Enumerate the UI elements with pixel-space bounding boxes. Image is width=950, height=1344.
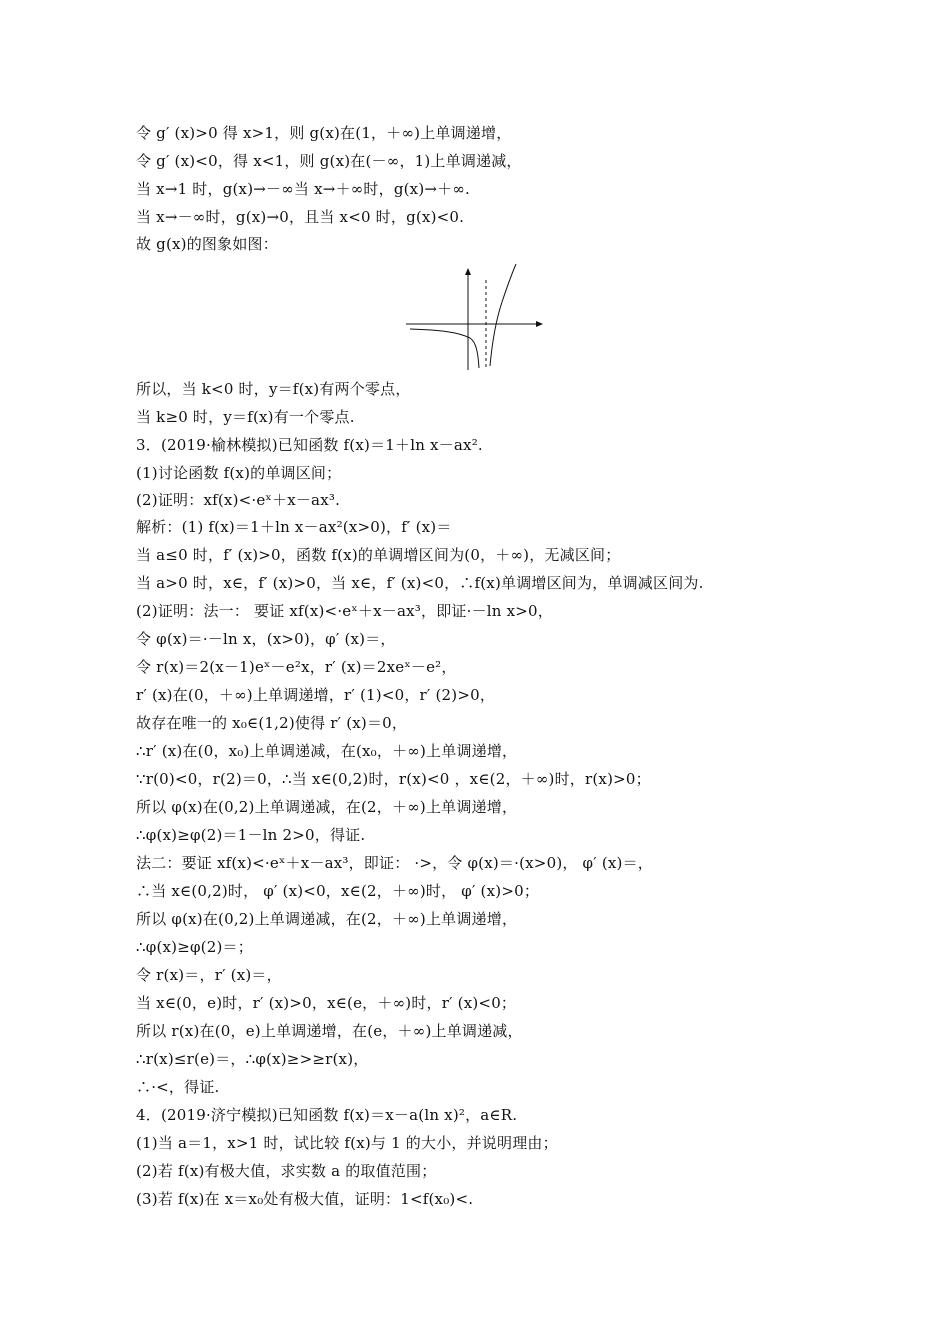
text-line: 当 x∈(0，e)时，r′ (x)>0，x∈(e，＋∞)时，r′ (x)<0； (136, 994, 517, 1012)
text-line: 解析：(1) f(x)＝1＋ln x－ax²(x>0)，f′ (x)＝ (136, 518, 452, 536)
y-axis-arrow (465, 268, 471, 275)
text-line: (1)讨论函数 f(x)的单调区间； (136, 464, 342, 482)
text-line: 法二：要证 xf(x)<·eˣ＋x－ax³，即证： ·>，令 φ(x)＝·(x>0)， φ′ (x)＝， (136, 854, 653, 872)
function-graph-figure (400, 262, 550, 374)
text-line: 当 a>0 时，x∈，f′ (x)>0，当 x∈，f′ (x)<0，∴f(x)单调增区间为，单调减区间为. (136, 574, 704, 592)
text-line: (1)当 a＝1，x>1 时，试比较 f(x)与 1 的大小，并说明理由； (136, 1134, 558, 1152)
text-line: ∴当 x∈(0,2)时， φ′ (x)<0，x∈(2，＋∞)时， φ′ (x)>0； (136, 882, 540, 900)
text-line: 令 r(x)＝，r′ (x)＝， (136, 966, 282, 984)
text-line: 所以 φ(x)在(0,2)上单调递减，在(2，＋∞)上单调递增， (136, 910, 518, 928)
text-line: ∴φ(x)≥φ(2)＝1－ln 2>0，得证. (136, 826, 366, 844)
text-line: 当 k≥0 时，y＝f(x)有一个零点. (136, 408, 355, 426)
text-line: 令 g′ (x)<0，得 x<1，则 g(x)在(－∞，1)上单调递减， (136, 152, 522, 170)
text-line: ∵r(0)<0，r(2)＝0，∴当 x∈(0,2)时，r(x)<0 ，x∈(2，＋∞)时，r(x)>0； (136, 770, 651, 788)
text-line: ∴φ(x)≥φ(2)＝； (136, 938, 253, 956)
text-line: 所以，当 k<0 时，y＝f(x)有两个零点， (136, 380, 411, 398)
text-line: ∴r′ (x)在(0，x₀)上单调递减，在(x₀，＋∞)上单调递增， (136, 742, 518, 760)
text-line: r′ (x)在(0，＋∞)上单调递增，r′ (1)<0，r′ (2)>0， (136, 686, 496, 704)
text-line: 所以 φ(x)在(0,2)上单调递减，在(2，＋∞)上单调递增， (136, 798, 518, 816)
text-line: 当 x→－∞时，g(x)→0，且当 x<0 时，g(x)<0. (136, 208, 465, 226)
text-line: (3)若 f(x)在 x＝x₀处有极大值，证明：1<f(x₀)<. (136, 1190, 474, 1208)
text-line: (2)证明：法一： 要证 xf(x)<·eˣ＋x－ax³，即证·－ln x>0， (136, 602, 553, 620)
text-line: 令 g′ (x)>0 得 x>1，则 g(x)在(1，＋∞)上单调递增， (136, 124, 512, 142)
text-line: (2)若 f(x)有极大值，求实数 a 的取值范围； (136, 1162, 437, 1180)
text-line: (2)证明：xf(x)<·eˣ＋x－ax³. (136, 491, 341, 509)
text-line: 当 x→1 时，g(x)→－∞当 x→＋∞时，g(x)→＋∞. (136, 180, 471, 198)
text-line: 故 g(x)的图象如图： (136, 235, 278, 253)
text-line: 令 φ(x)＝·－ln x，(x>0)，φ′ (x)＝， (136, 630, 396, 648)
text-line: 令 r(x)＝2(x－1)eˣ－e²x，r′ (x)＝2xeˣ－e²， (136, 658, 457, 676)
x-axis-arrow (536, 321, 543, 327)
text-line: 3．(2019·榆林模拟)已知函数 f(x)＝1＋ln x－ax². (136, 436, 483, 454)
curve-left-branch (410, 329, 479, 368)
curve-right-branch (490, 264, 516, 366)
text-line: ∴r(x)≤r(e)＝，∴φ(x)≥>≥r(x)， (136, 1050, 369, 1068)
text-line: 故存在唯一的 x₀∈(1,2)使得 r′ (x)＝0， (136, 714, 408, 732)
text-line: 当 a≤0 时，f′ (x)>0，函数 f(x)的单调增区间为(0，＋∞)，无减区间； (136, 546, 621, 564)
text-line: 所以 r(x)在(0，e)上单调递增，在(e，＋∞)上单调递减， (136, 1022, 523, 1040)
text-line: 4．(2019·济宁模拟)已知函数 f(x)＝x－a(ln x)²，a∈R. (136, 1106, 518, 1124)
text-line: ∴·<，得证. (136, 1078, 220, 1096)
